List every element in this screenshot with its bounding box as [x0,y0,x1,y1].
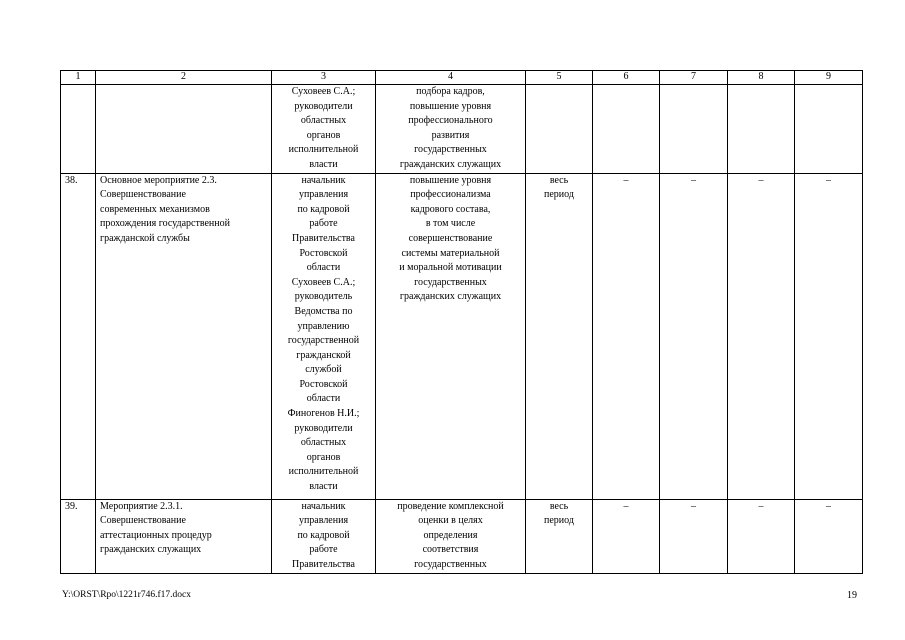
value-cell-c8: – [728,173,795,499]
responsible-cell-line: работе [309,218,338,230]
responsible-cell-line: Ведомства по [294,305,353,317]
header-cell: 8 [728,71,795,85]
header-cell: 4 [376,71,526,85]
value-cell-c9 [795,85,863,174]
responsible-cell-line: исполнительной [288,466,359,478]
period-cell-line: весь [549,174,569,186]
responsible-cell-line: области [306,393,341,405]
responsible-cell-line: начальник [301,500,346,512]
responsible-cell-line: государственной [287,335,360,347]
result-cell-line: системы материальной [401,247,500,259]
responsible-cell-line: управления [298,189,349,201]
result-cell-line: и моральной мотивации [399,262,502,274]
result-cell-line: проведение комплексной [397,500,504,512]
responsible-cell-line: Ростовской [299,247,348,259]
responsible-cell-line: начальник [301,174,346,186]
period-cell [526,173,593,499]
responsible-cell-line: органов [306,451,341,463]
responsible-cell-line: органов [306,129,341,141]
value-cell-c9: – [795,499,863,573]
period-cell [526,499,593,573]
activity-cell-line: Совершенствование [100,515,186,527]
header-cell: 7 [660,71,728,85]
responsible-cell-line: по кадровой [297,529,350,541]
result-cell-line: гражданских служащих [399,291,502,303]
responsible-cell-line: управления [298,515,349,527]
result-cell [376,173,526,499]
responsible-cell-line: власти [309,158,338,170]
activity-cell-line: Основное мероприятие 2.3. [100,174,217,186]
result-cell [376,499,526,573]
value-cell-c7 [660,85,728,174]
file-path: Y:\ORST\Rpo\1221r746.f17.docx [62,590,191,600]
responsible-cell-line: области [306,262,341,274]
responsible-cell [272,85,376,174]
period-cell [526,85,593,174]
result-cell-line: государственных [414,558,487,570]
period-cell-line: период [544,515,574,527]
responsible-cell-line: управлению [297,320,350,332]
program-table [60,70,863,574]
responsible-cell-line: службой [305,364,342,376]
header-row [61,71,863,85]
responsible-cell [272,499,376,573]
table-row [61,85,863,174]
value-cell-c7: – [660,499,728,573]
activity-cell-line: гражданских служащих [100,544,202,556]
header-cell: 5 [526,71,593,85]
result-cell-line: совершенствование [408,232,493,244]
period-cell-line: период [544,189,574,201]
activity-cell-line: Мероприятие 2.3.1. [100,500,183,512]
responsible-cell-line: Суховеев С.А.; [291,86,356,97]
result-cell [376,85,526,174]
result-cell-line: повышение уровня [409,100,492,112]
responsible-cell-line: по кадровой [297,203,350,215]
row-number-cell [61,85,96,174]
activity-cell-line: Совершенствование [100,189,186,201]
result-cell-line: профессионального [408,115,493,127]
period-cell-line: весь [549,500,569,512]
header-cell: 1 [61,71,96,85]
header-cell: 9 [795,71,863,85]
value-cell-c8 [728,85,795,174]
responsible-cell-line: руководители [294,422,353,434]
responsible-cell-line: Правительства [292,558,355,570]
responsible-cell [272,173,376,499]
header-cell: 3 [272,71,376,85]
value-cell-c6: – [593,499,660,573]
header-cell: 2 [96,71,272,85]
responsible-cell-line: руководители [294,100,353,112]
result-cell-line: соответствия [422,544,479,556]
responsible-cell-line: исполнительной [288,144,359,156]
responsible-cell-line: работе [309,544,338,556]
responsible-cell-line: гражданской [296,349,351,361]
header-cell: 6 [593,71,660,85]
result-cell-line: гражданских служащих [399,158,502,170]
activity-cell [96,173,272,499]
activity-cell [96,499,272,573]
result-cell-line: в том числе [425,218,476,230]
activity-cell-line: современных механизмов [100,203,210,215]
value-cell-c6: – [593,173,660,499]
activity-cell-line: аттестационных процедур [100,529,212,541]
result-cell-line: повышение уровня [409,174,492,186]
responsible-cell-line: Финогенов Н.И.; [287,408,360,420]
responsible-cell-line: областных [300,115,347,127]
responsible-cell-line: Ростовской [299,378,348,390]
result-cell-line: развития [431,129,470,141]
result-cell-line: государственных [414,144,487,156]
result-cell-line: профессионализма [410,189,491,201]
responsible-cell-line: Суховеев С.А.; [291,276,356,288]
result-cell-line: государственных [414,276,487,288]
row-number-cell: 38. [61,173,96,499]
responsible-cell-line: областных [300,437,347,449]
result-cell-line: подбора кадров, [416,86,485,97]
value-cell-c9: – [795,173,863,499]
page-number: 19 [847,590,857,601]
activity-cell-line: прохождения государственной [100,218,230,230]
value-cell-c7: – [660,173,728,499]
value-cell-c6 [593,85,660,174]
result-cell-line: кадрового состава, [410,203,491,215]
result-cell-line: определения [423,529,478,541]
table-row [61,173,863,499]
value-cell-c8: – [728,499,795,573]
responsible-cell-line: Правительства [292,232,355,244]
table-row [61,499,863,573]
responsible-cell-line: руководитель [294,291,353,303]
activity-cell-line: гражданской службы [100,232,190,244]
responsible-cell-line: власти [309,481,338,493]
row-number-cell: 39. [61,499,96,573]
result-cell-line: оценки в целях [418,515,483,527]
activity-cell [96,85,272,174]
